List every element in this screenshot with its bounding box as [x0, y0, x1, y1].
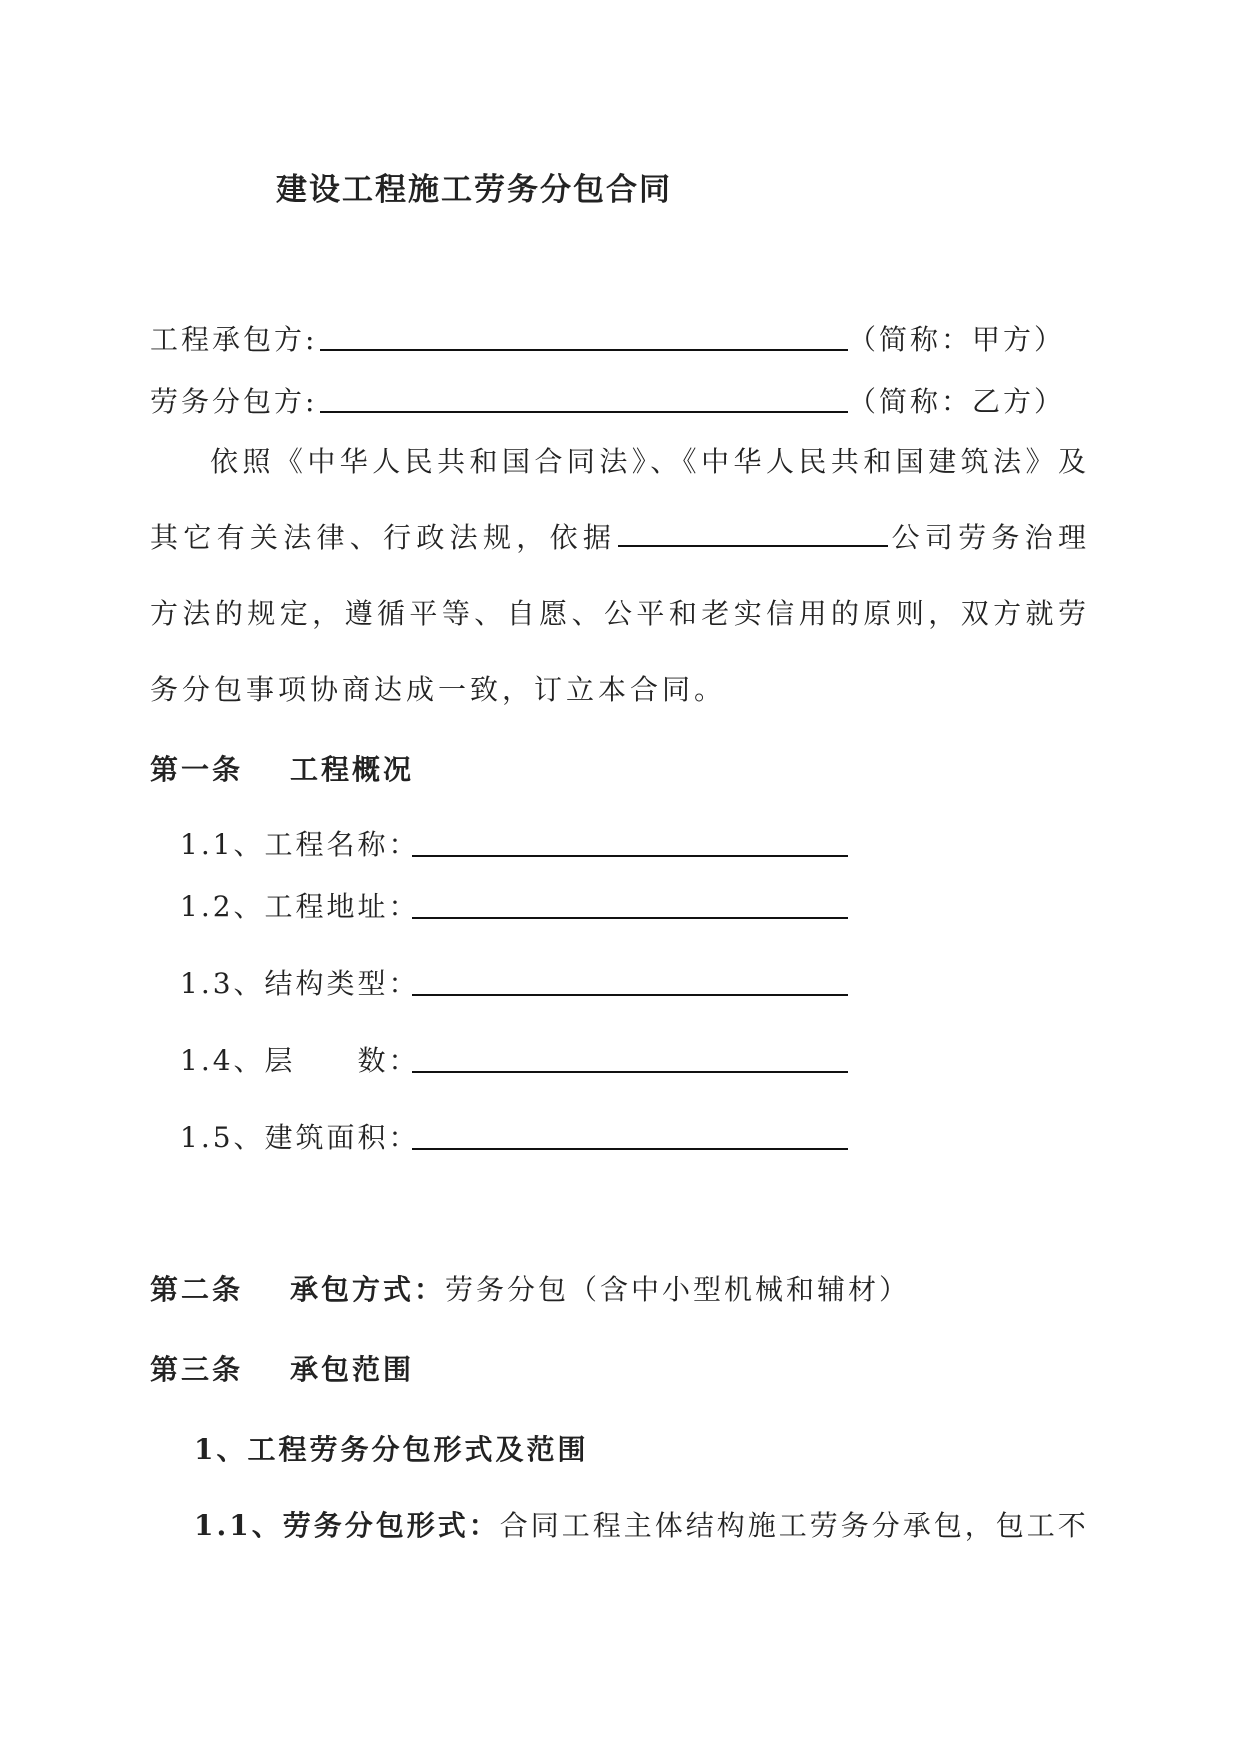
item-structure-type-label: 1.3、结构类型：: [180, 967, 420, 1000]
item-floors-label: 1.4、层 数：: [180, 1044, 420, 1077]
item-project-address-label: 1.2、工程地址：: [180, 890, 420, 923]
article3-heading: 第三条: [150, 1353, 244, 1386]
subcontractor-abbr: （简称：乙方）: [848, 385, 1066, 418]
article2-title: 承包方式：: [290, 1273, 446, 1306]
building-area-blank[interactable]: [412, 1148, 848, 1150]
article2-heading: 第二条: [150, 1273, 244, 1306]
structure-type-blank[interactable]: [412, 994, 848, 996]
subcontractor-label: 劳务分包方:: [150, 385, 318, 418]
article3-subsection-1-1: [194, 1504, 1089, 1544]
article2-value: 劳务分包（含中小型机械和辅材）: [445, 1273, 911, 1306]
project-name-blank[interactable]: [412, 855, 848, 857]
floors-blank[interactable]: [412, 1071, 848, 1073]
project-address-blank[interactable]: [412, 917, 848, 919]
preamble-paragraph: [150, 424, 1090, 728]
item-project-name-label: 1.1、工程名称：: [180, 828, 420, 861]
contractor-label: 工程承包方:: [150, 323, 318, 356]
preamble-text-2: 公司劳务治理方法的规定，遵循平等、自愿、公平和老实信用的原则，双方就劳务分包事项协商达成一致，订立本合同。: [150, 521, 1090, 706]
subcontract-form-label: 1.1、劳务分包形式：: [194, 1509, 500, 1542]
subcontractor-blank[interactable]: [320, 411, 848, 413]
document-title: 建设工程施工劳务分包合同: [276, 172, 672, 208]
preamble-text-1: 依照《中华人民共和国合同法》、《中华人民共和国建筑法》及其它有关法律、行政法规，依据: [150, 445, 1090, 554]
item-building-area-label: 1.5、建筑面积：: [180, 1121, 420, 1154]
article1-title: 工程概况: [290, 753, 415, 786]
contractor-blank[interactable]: [320, 349, 848, 351]
subcontract-form-text: 合同工程主体结构施工劳务分承包，包工不: [499, 1509, 1089, 1542]
article2-line: [290, 1268, 910, 1308]
article3-subheading-1: 1、工程劳务分包形式及范围: [194, 1433, 589, 1466]
article1-heading: 第一条: [150, 753, 244, 786]
contractor-abbr: （简称：甲方）: [848, 323, 1066, 356]
article3-title: 承包范围: [290, 1353, 415, 1386]
company-blank[interactable]: [618, 521, 888, 547]
